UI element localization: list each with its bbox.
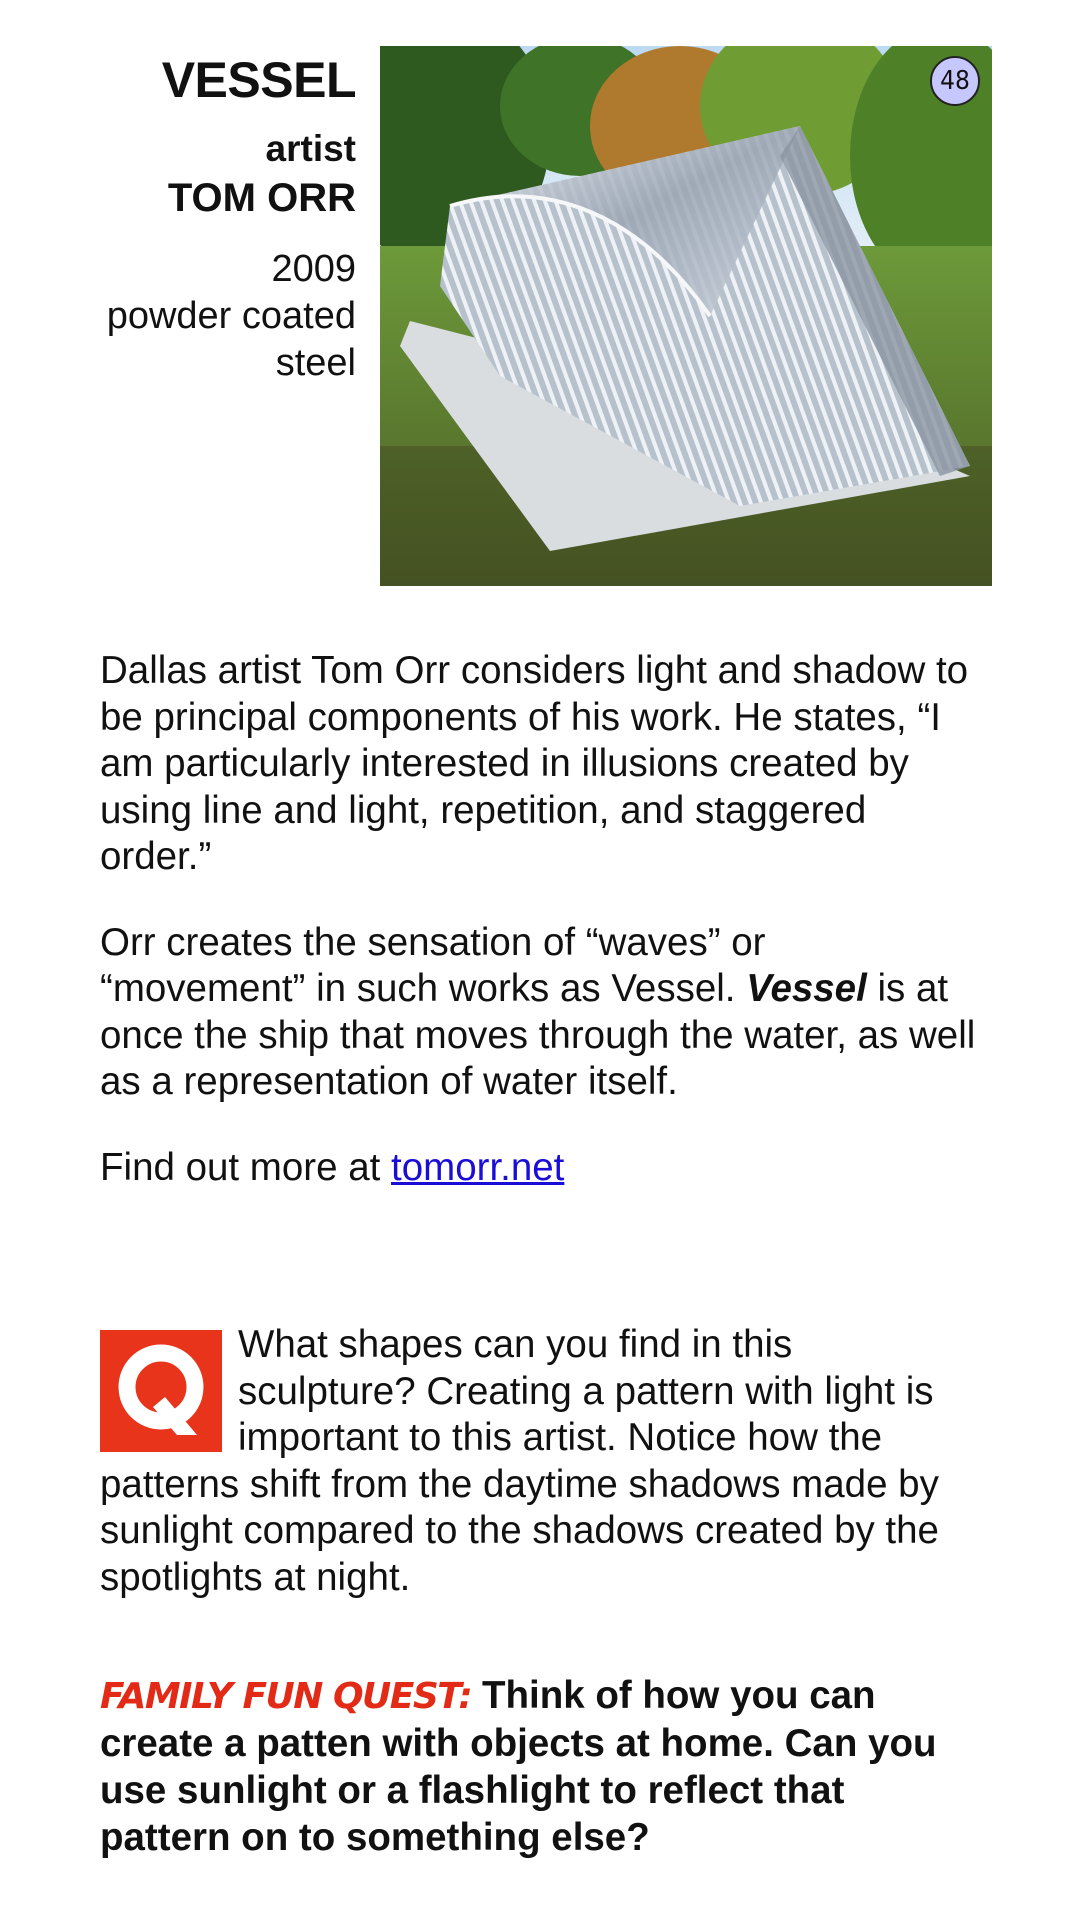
description-p2-end: is at once the ship that moves through the water, as well as a representation of water itself. bbox=[100, 967, 976, 1103]
artwork-year: 2009 bbox=[271, 248, 356, 290]
description-paragraph-2 bbox=[100, 920, 980, 1106]
find-out-more bbox=[100, 1145, 980, 1192]
artwork-meta bbox=[40, 246, 356, 387]
question-text: What shapes can you find in this sculpture? Creating a pattern with light is important to this artist. Notice how the patterns shift from the daytime shadows made by sunlight compared to the shadows created by the spotlights at night. bbox=[100, 1323, 939, 1599]
description bbox=[100, 648, 980, 1230]
find-out-more-prefix: Find out more at bbox=[100, 1145, 392, 1189]
artist-website-link[interactable]: tomorr.net bbox=[391, 1145, 565, 1189]
family-fun-quest bbox=[100, 1672, 980, 1861]
sculpture-photo bbox=[380, 46, 992, 586]
quest-text: Think of how you can create a patten with objects at home. Can you use sunlight or a flashlight to reflect that pattern on to something else? bbox=[100, 1674, 937, 1859]
quest-label: FAMILY FUN QUEST: bbox=[100, 1676, 472, 1717]
q-letter-icon bbox=[113, 1339, 209, 1443]
description-p2-start: Orr creates the sensation of “waves” or “movement” in such works as Vessel. bbox=[100, 920, 766, 1010]
artist-label: artist bbox=[265, 128, 356, 169]
description-paragraph-1: Dallas artist Tom Orr considers light and shadow to be principal components of his work. He states, “I am particularly interested in illusions created by using line and light, repetition, and staggered order.” bbox=[100, 649, 969, 878]
artwork-material-line1: powder coated bbox=[106, 295, 356, 337]
sculpture-number-badge: 48 bbox=[930, 56, 980, 106]
artist-name: TOM ORR bbox=[167, 176, 356, 220]
question-icon bbox=[100, 1330, 222, 1452]
artwork-title: VESSEL bbox=[161, 52, 356, 108]
question-section bbox=[100, 1322, 980, 1601]
description-p2-emphasis: Vessel bbox=[746, 967, 867, 1010]
artwork-material-line2: steel bbox=[275, 342, 356, 384]
artwork-info bbox=[40, 48, 356, 387]
